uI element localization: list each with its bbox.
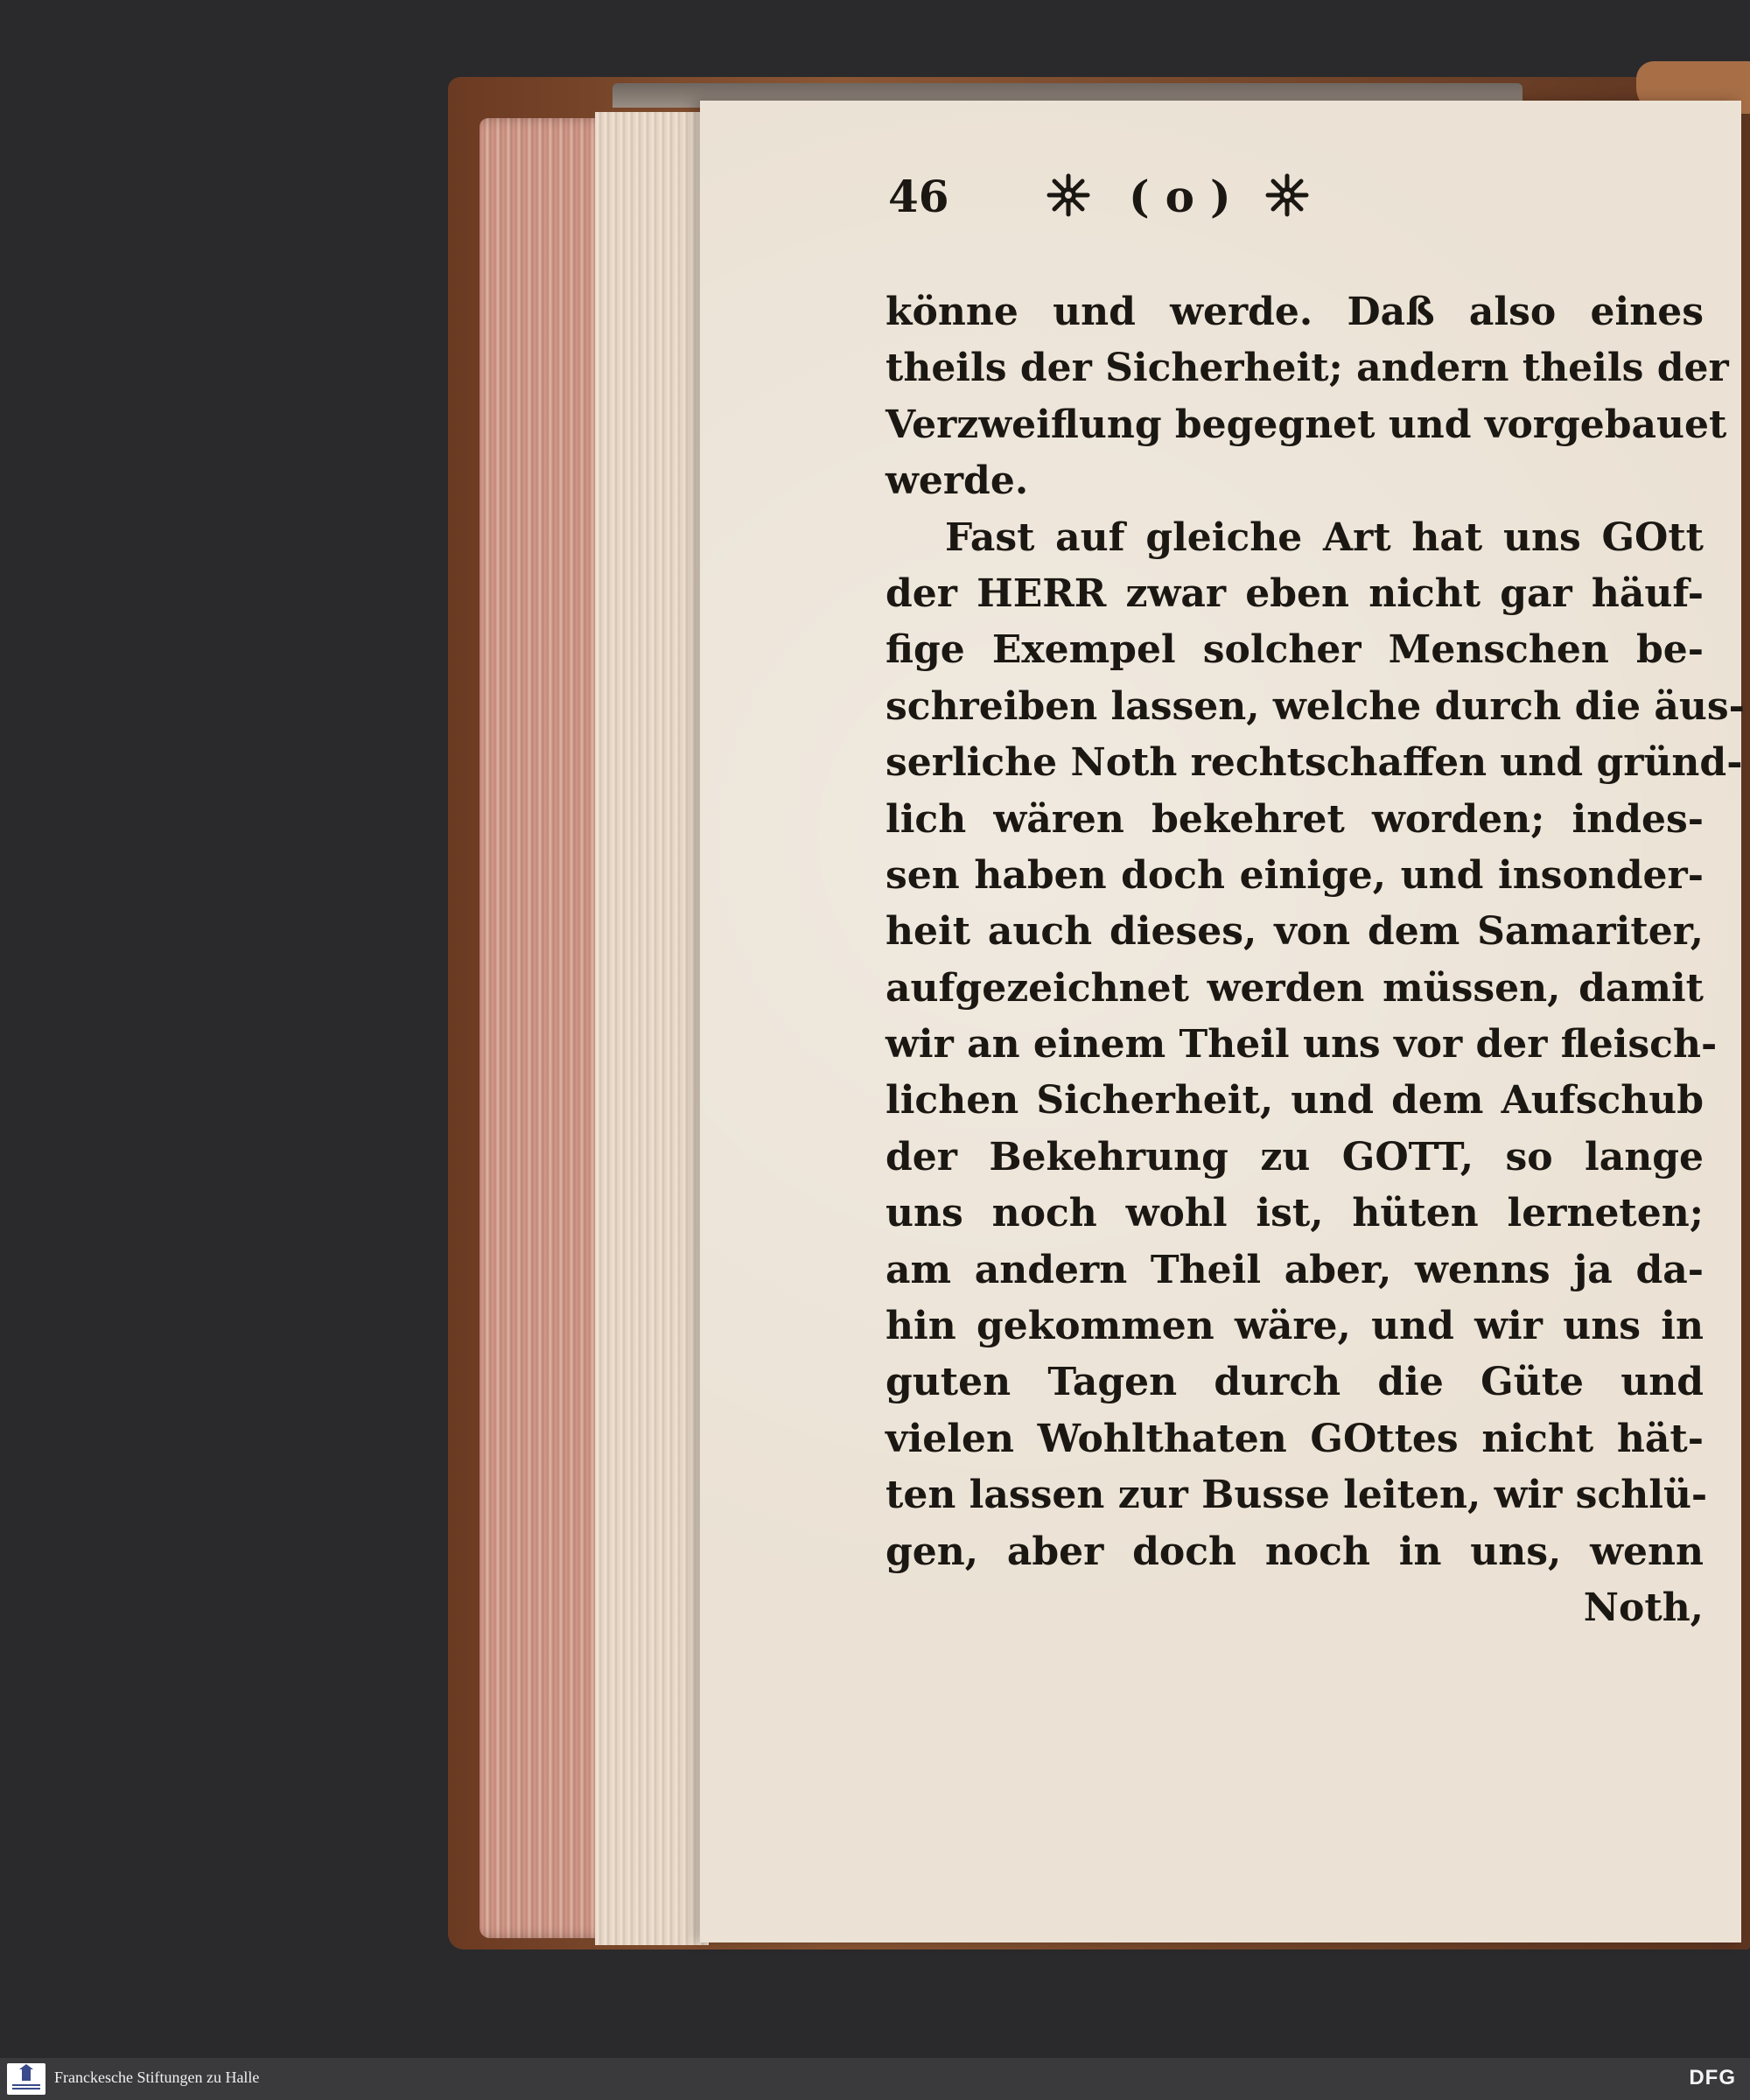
text-line: lich wären bekehret worden; indes- — [886, 796, 1704, 842]
page-number: 46 — [888, 171, 949, 222]
institution-logo-icon[interactable] — [7, 2063, 46, 2095]
text-line: vielen Wohlthaten GOttes nicht hät- — [886, 1416, 1704, 1461]
text-line: werde. — [886, 458, 1029, 504]
text-line: hin gekommen wäre, und wir uns in — [886, 1304, 1704, 1349]
text-line: fige Exempel solcher Menschen be- — [886, 627, 1704, 673]
text-line: wir an einem Theil uns vor der fleisch- — [886, 1022, 1718, 1068]
text-line: Verzweiflung begegnet und vorgebauet — [886, 402, 1727, 447]
book-page — [700, 101, 1745, 1942]
running-head-mark: (o) — [1129, 171, 1247, 222]
text-line: ten lassen zur Busse leiten, wir schlü- — [886, 1473, 1708, 1518]
body-text — [886, 284, 1745, 1636]
institution-name[interactable]: Franckesche Stiftungen zu Halle — [54, 2068, 260, 2086]
building-icon — [7, 2063, 46, 2095]
text-line: serliche Noth rechtschaffen und gründ- — [886, 740, 1743, 786]
text-line: Fast auf gleiche Art hat uns GOtt — [945, 514, 1704, 560]
text-line: heit auch dieses, von dem Samariter, — [886, 909, 1704, 955]
text-line: der Bekehrung zu GOTT, so lange — [886, 1134, 1704, 1180]
page-block-inner-edges — [595, 112, 709, 1945]
viewer-footer — [0, 2058, 1750, 2100]
dfg-logo[interactable]: DFG — [1689, 2066, 1736, 2090]
text-line: aufgezeichnet werden müssen, damit — [886, 965, 1704, 1011]
text-line: sen haben doch einige, und insonder- — [886, 852, 1704, 898]
flower-ornament-icon — [1264, 172, 1310, 218]
text-line: gen, aber doch noch in uns, wenn — [886, 1529, 1704, 1574]
text-line: uns noch wohl ist, hüten lerneten; — [886, 1191, 1704, 1236]
catchword: Noth, — [1583, 1585, 1704, 1630]
running-head — [888, 171, 1326, 232]
text-line: lichen Sicherheit, und dem Aufschub — [886, 1078, 1704, 1124]
text-line: der HERR zwar eben nicht gar häuf- — [886, 570, 1704, 616]
text-line: guten Tagen durch die Güte und — [886, 1360, 1704, 1405]
text-line: am andern Theil aber, wenns ja da- — [886, 1247, 1704, 1292]
flower-ornament-icon — [1046, 172, 1091, 218]
text-line: könne und werde. Daß also eines — [886, 290, 1704, 334]
text-line: theils der Sicherheit; andern theils der — [886, 346, 1729, 391]
text-line: schreiben lassen, welche durch die äus- — [886, 683, 1745, 729]
